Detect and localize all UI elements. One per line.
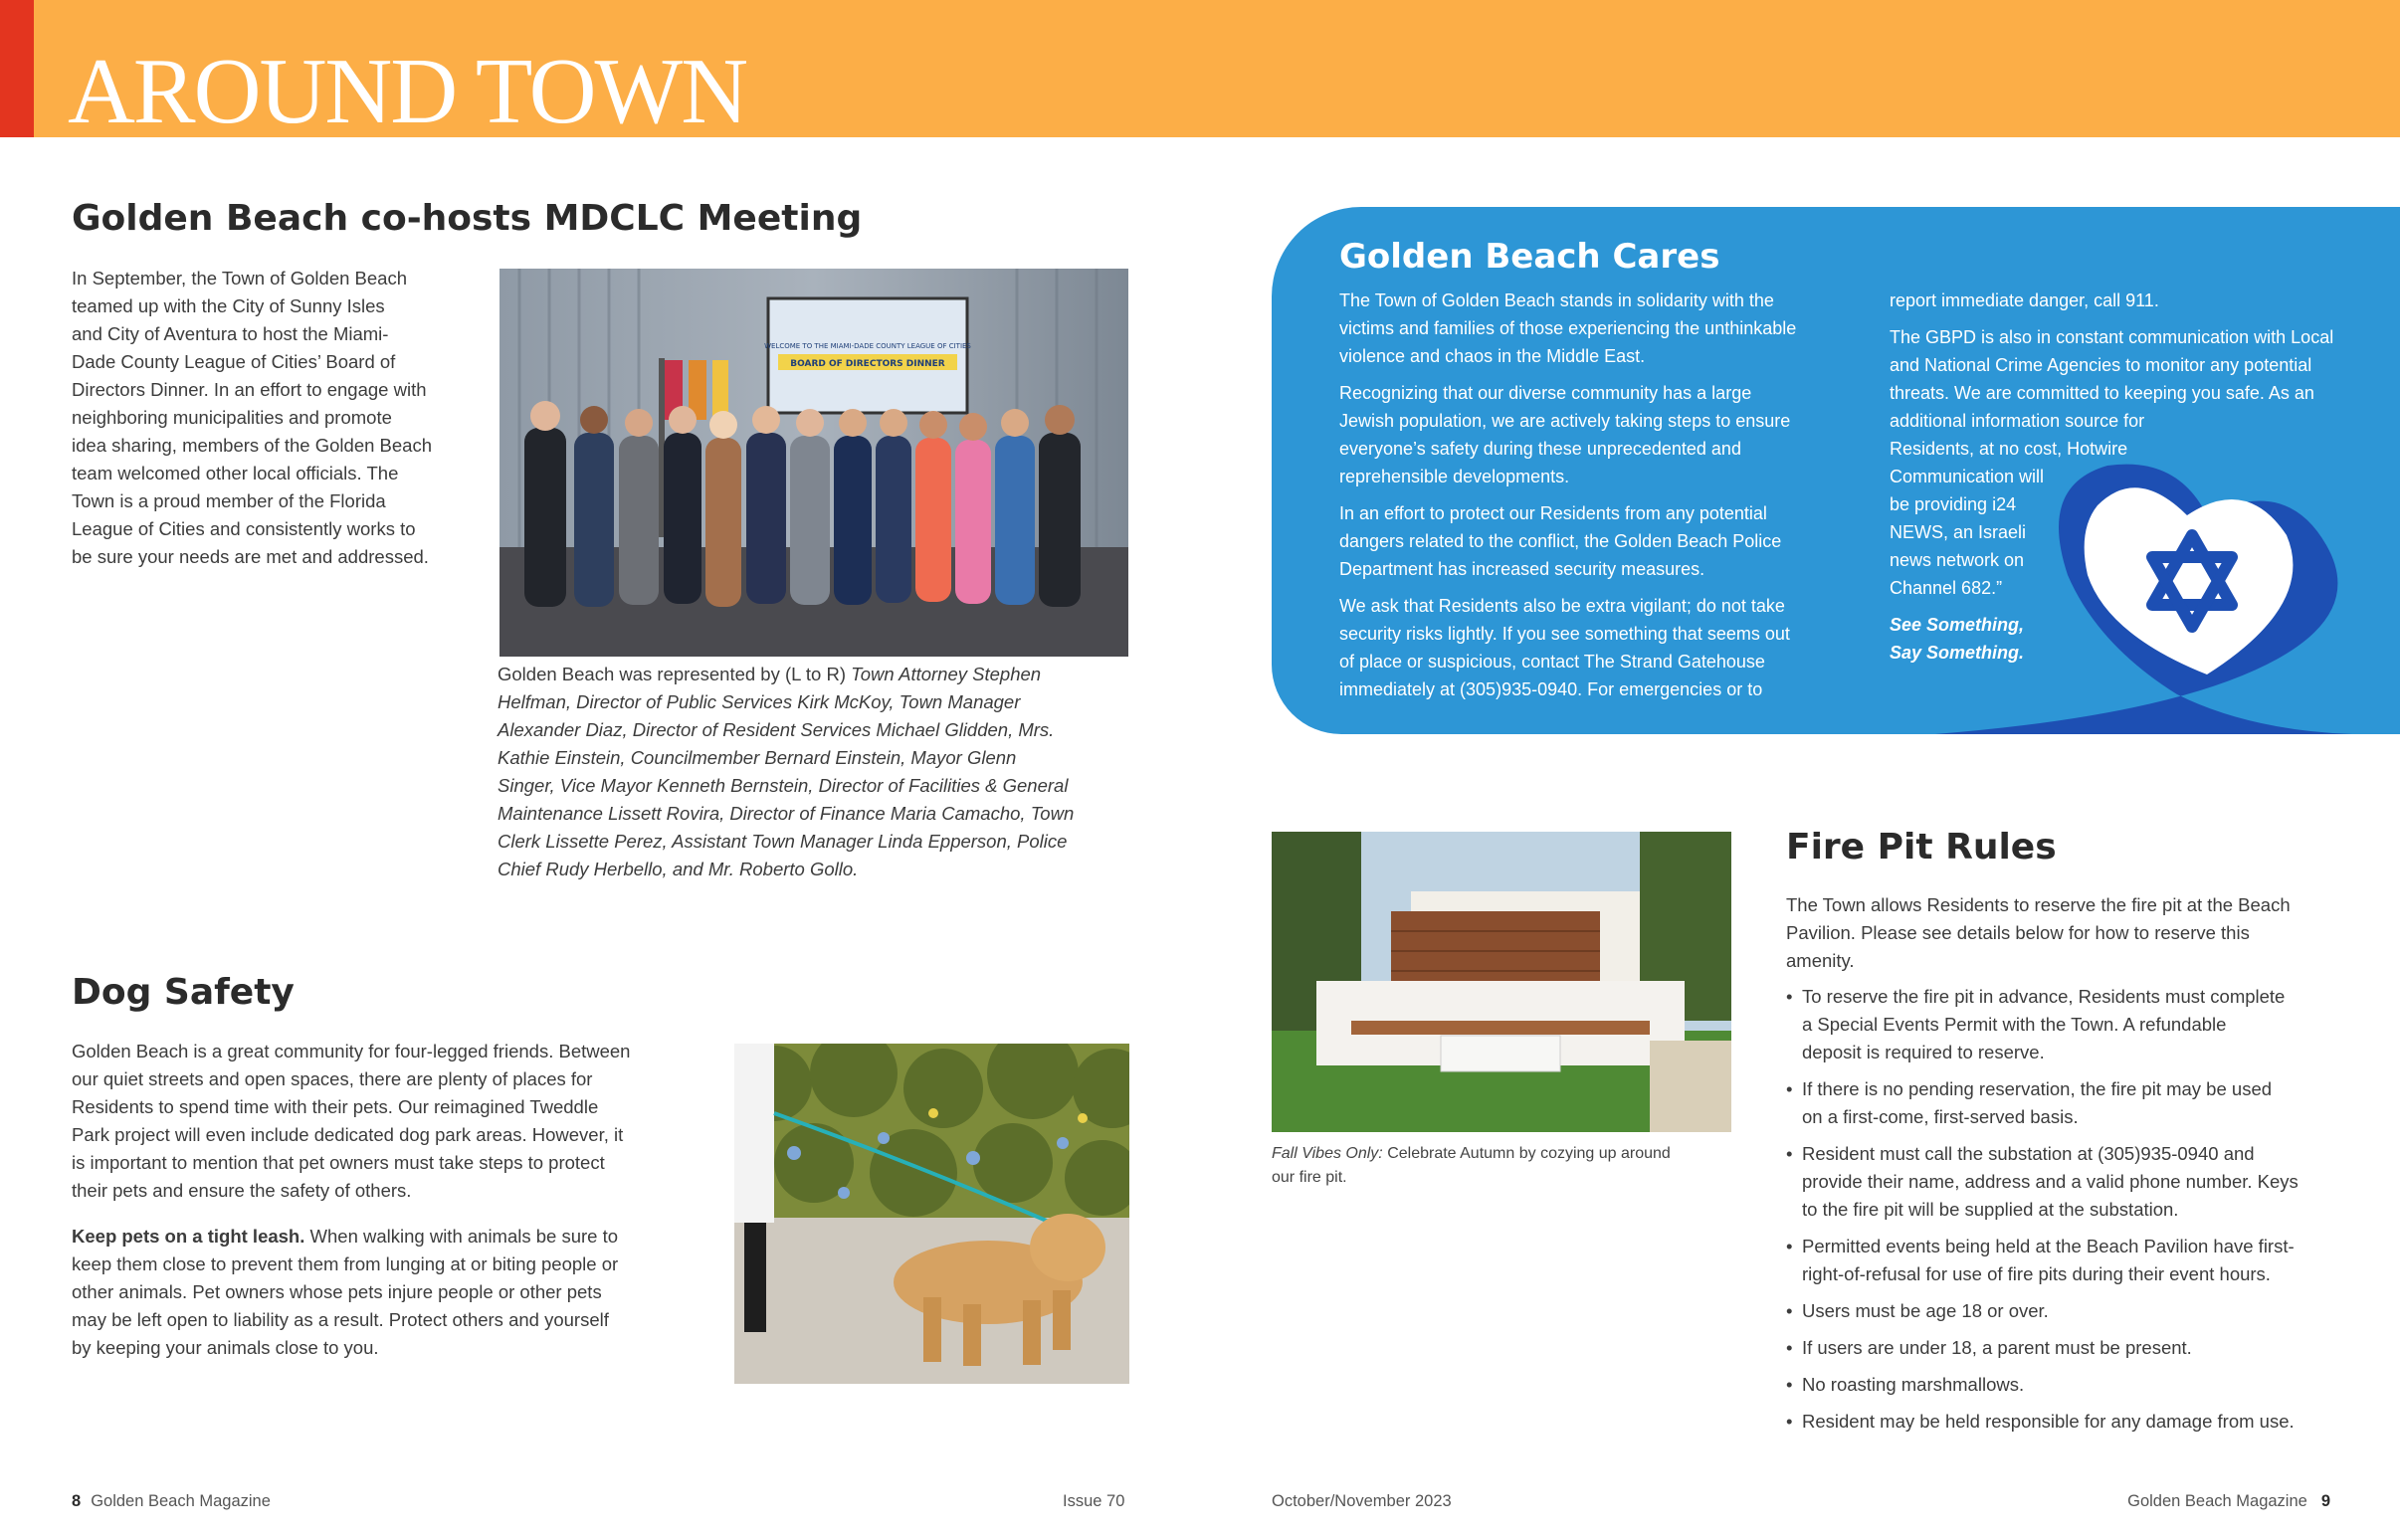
footer-left (72, 1490, 271, 1512)
board-dinner-group-photo (500, 269, 1128, 657)
mdclc-line: In September, the Town of Golden Beach (72, 268, 407, 289)
cares-paragraph (1339, 499, 1877, 583)
bullet-icon: • (1786, 986, 1793, 1007)
golden-beach-cares-panel (1272, 207, 2400, 734)
mdclc-line: idea sharing, members of the Golden Beach (72, 435, 432, 456)
fire-pit-rules-list (1786, 983, 2383, 1444)
cares-line: The GBPD is also in constant communication with Local (1890, 327, 2334, 347)
mdclc-line: League of Cities and consistently works to (72, 518, 416, 539)
cares-line: and National Crime Agencies to monitor any potential (1890, 355, 2312, 375)
dog-line: their pets and ensure the safety of others. (72, 1180, 412, 1201)
cares-paragraph (1339, 379, 1877, 490)
rule-item (1786, 1371, 2383, 1399)
cares-line: Department has increased security measures. (1339, 559, 1705, 579)
mdclc-line: teamed up with the City of Sunny Isles (72, 295, 385, 316)
rule-line: provide their name, address and a valid phone number. Keys (1802, 1171, 2299, 1192)
dog-line: keep them close to prevent them from lunging at or biting people or (72, 1253, 619, 1274)
cares-paragraph (1339, 287, 1877, 370)
bullet-icon: • (1786, 1374, 1793, 1395)
rule-item (1786, 1408, 2383, 1436)
cares-paragraph (1890, 323, 2397, 602)
mdclc-line: Directors Dinner. In an effort to engage with (72, 379, 427, 400)
magazine-name-right: Golden Beach Magazine (2127, 1492, 2307, 1510)
intro-line: The Town allows Residents to reserve the fire pit at the Beach (1786, 894, 2291, 915)
cares-line: be providing i24 (1890, 494, 2017, 514)
cares-line: We ask that Residents also be extra vigilant; do not take (1339, 596, 1785, 616)
caption-names-start: Town Attorney Stephen (851, 664, 1042, 684)
rule-item (1786, 1233, 2383, 1288)
cares-line: everyone’s safety during these unprecedented and (1339, 439, 1741, 459)
rule-line: on a first-come, first-served basis. (1802, 1106, 2079, 1127)
mdclc-line: Dade County League of Cities’ Board of (72, 351, 396, 372)
cares-line: The Town of Golden Beach stands in solidarity with the (1339, 290, 1774, 310)
intro-line: Pavilion. Please see details below for how to reserve this (1786, 922, 2250, 943)
cares-line: threats. We are committed to keeping you safe. As an (1890, 383, 2314, 403)
rule-line: Resident may be held responsible for any damage from use. (1802, 1411, 2295, 1432)
rule-line: If there is no pending reservation, the fire pit may be used (1802, 1078, 2273, 1099)
cares-line: of place or suspicious, contact The Strand Gatehouse (1339, 652, 1765, 672)
rule-item (1786, 1297, 2383, 1325)
cares-line: In an effort to protect our Residents from any potential (1339, 503, 1767, 523)
fire-pit-caption-line-1 (1272, 1142, 1739, 1166)
dog-walk-photo (734, 1044, 1129, 1384)
cares-paragraph (1339, 592, 1877, 703)
mdclc-line: neighboring municipalities and promote (72, 407, 392, 428)
rule-line: Users must be age 18 or over. (1802, 1300, 2049, 1321)
magazine-name-left: Golden Beach Magazine (91, 1492, 271, 1510)
bullet-icon: • (1786, 1411, 1793, 1432)
cares-line: NEWS, an Israeli (1890, 522, 2027, 542)
rule-item (1786, 983, 2383, 1066)
rule-line: No roasting marshmallows. (1802, 1374, 2025, 1395)
caption-lead: Golden Beach was represented by (L to R) (498, 664, 852, 684)
dog-safety-title: Dog Safety (72, 972, 295, 1013)
slogan-line: Say Something. (1890, 643, 2025, 663)
mdclc-line: Town is a proud member of the Florida (72, 490, 386, 511)
screen-dinner-text: BOARD OF DIRECTORS DINNER (790, 359, 945, 369)
dog-leash-line (72, 1223, 689, 1251)
bullet-icon: • (1786, 1337, 1793, 1358)
group-photo-caption (498, 661, 1134, 883)
cares-column-1 (1339, 287, 1877, 712)
caption-line: Helfman, Director of Public Services Kirk McKoy, Town Manager (498, 691, 1021, 712)
cares-line: Jewish population, we are actively taking steps to ensure (1339, 411, 1791, 431)
rule-item (1786, 1334, 2383, 1362)
caption-rest: Celebrate Autumn by cozying up around (1382, 1145, 1671, 1162)
page-number-right: 9 (2320, 1492, 2330, 1510)
bullet-icon: • (1786, 1236, 1793, 1256)
mdclc-line: be sure your needs are met and addressed. (72, 546, 429, 567)
screen-welcome-text: WELCOME TO THE MIAMI-DADE COUNTY LEAGUE OF CITIES (764, 342, 971, 350)
fire-pit-title: Fire Pit Rules (1786, 827, 2057, 867)
dog-line: Residents to spend time with their pets. Our reimagined Tweddle (72, 1096, 599, 1117)
dog-line: our quiet streets and open spaces, there are plenty of places for (72, 1068, 593, 1089)
mdclc-line: team welcomed other local officials. The (72, 463, 399, 483)
cares-line: Recognizing that our diverse community has a large (1339, 383, 1752, 403)
caption-line: Clerk Lissette Perez, Assistant Town Manager Linda Epperson, Police (498, 831, 1068, 852)
cares-slogan (1890, 611, 2397, 667)
cares-line: dangers related to the conflict, the Golden Beach Police (1339, 531, 1782, 551)
leash-text: When walking with animals be sure to (304, 1226, 619, 1247)
cares-column-2 (1890, 287, 2397, 675)
fire-pit-caption (1272, 1142, 1739, 1190)
rule-item (1786, 1140, 2383, 1224)
cares-line: immediately at (305)935-0940. For emergencies or to (1339, 679, 1763, 699)
leash-heading: Keep pets on a tight leash. (72, 1226, 305, 1247)
cares-line: victims and families of those experiencing the unthinkable (1339, 318, 1797, 338)
header-accent-stripe (0, 0, 34, 137)
fire-pit-photo (1272, 832, 1731, 1132)
dog-line: may be left open to liability as a result. Protect others and yourself (72, 1309, 609, 1330)
caption-line: Kathie Einstein, Councilmember Bernard Einstein, Mayor Glenn (498, 747, 1017, 768)
rule-line: Resident must call the substation at (305)935-0940 and (1802, 1143, 2255, 1164)
cares-paragraph (1890, 287, 2397, 314)
rule-line: If users are under 18, a parent must be present. (1802, 1337, 2192, 1358)
mdclc-line: and City of Aventura to host the Miami- (72, 323, 389, 344)
rule-line: to the fire pit will be supplied at the substation. (1802, 1199, 2179, 1220)
caption-italic-lead: Fall Vibes Only: (1272, 1145, 1383, 1162)
bullet-icon: • (1786, 1078, 1793, 1099)
caption-line: Chief Rudy Herbello, and Mr. Roberto Gollo. (498, 859, 859, 879)
caption-line: Maintenance Lissett Rovira, Director of Finance Maria Camacho, Town (498, 803, 1075, 824)
cares-line: security risks lightly. If you see something that seems out (1339, 624, 1790, 644)
cares-line: violence and chaos in the Middle East. (1339, 346, 1646, 366)
page-title: AROUND TOWN (68, 40, 747, 143)
fire-pit-caption-line-2: our fire pit. (1272, 1169, 1347, 1186)
dog-safety-body (72, 1038, 689, 1362)
caption-first-line (498, 661, 1134, 688)
rule-line: deposit is required to reserve. (1802, 1042, 2045, 1062)
bullet-icon: • (1786, 1300, 1793, 1321)
footer-date: October/November 2023 (1272, 1492, 1452, 1510)
cares-line: reprehensible developments. (1339, 467, 1570, 486)
rule-line: To reserve the fire pit in advance, Residents must complete (1802, 986, 2286, 1007)
intro-line: amenity. (1786, 950, 1855, 971)
fire-pit-intro (1786, 891, 2373, 975)
mdclc-body (72, 265, 470, 571)
cares-line: Residents, at no cost, Hotwire (1890, 439, 2128, 459)
footer-right (2127, 1490, 2330, 1512)
page-number-left: 8 (72, 1492, 82, 1510)
caption-line: Singer, Vice Mayor Kenneth Bernstein, Director of Facilities & General (498, 775, 1069, 796)
dog-line: is important to mention that pet owners must take steps to protect (72, 1152, 605, 1173)
rule-item (1786, 1075, 2383, 1131)
cares-line: Communication will (1890, 467, 2045, 486)
mdclc-title: Golden Beach co-hosts MDCLC Meeting (72, 198, 863, 239)
footer-issue: Issue 70 (1063, 1492, 1125, 1510)
bullet-icon: • (1786, 1143, 1793, 1164)
rule-line: a Special Events Permit with the Town. A refundable (1802, 1014, 2227, 1035)
caption-line: Alexander Diaz, Director of Resident Services Michael Glidden, Mrs. (498, 719, 1055, 740)
dog-line: Park project will even include dedicated dog park areas. However, it (72, 1124, 624, 1145)
rule-line: Permitted events being held at the Beach Pavilion have first- (1802, 1236, 2295, 1256)
slogan-line: See Something, (1890, 615, 2025, 635)
dog-line: other animals. Pet owners whose pets injure people or other pets (72, 1281, 602, 1302)
dog-line: Golden Beach is a great community for four-legged friends. Between (72, 1041, 631, 1061)
dog-line: by keeping your animals close to you. (72, 1337, 379, 1358)
cares-title: Golden Beach Cares (1339, 237, 1720, 277)
cares-line: news network on (1890, 550, 2025, 570)
rule-line: right-of-refusal for use of fire pits during their event hours. (1802, 1263, 2271, 1284)
cares-line: additional information source for (1890, 411, 2145, 431)
cares-line: Channel 682.” (1890, 578, 2003, 598)
cares-line: report immediate danger, call 911. (1890, 290, 2159, 310)
